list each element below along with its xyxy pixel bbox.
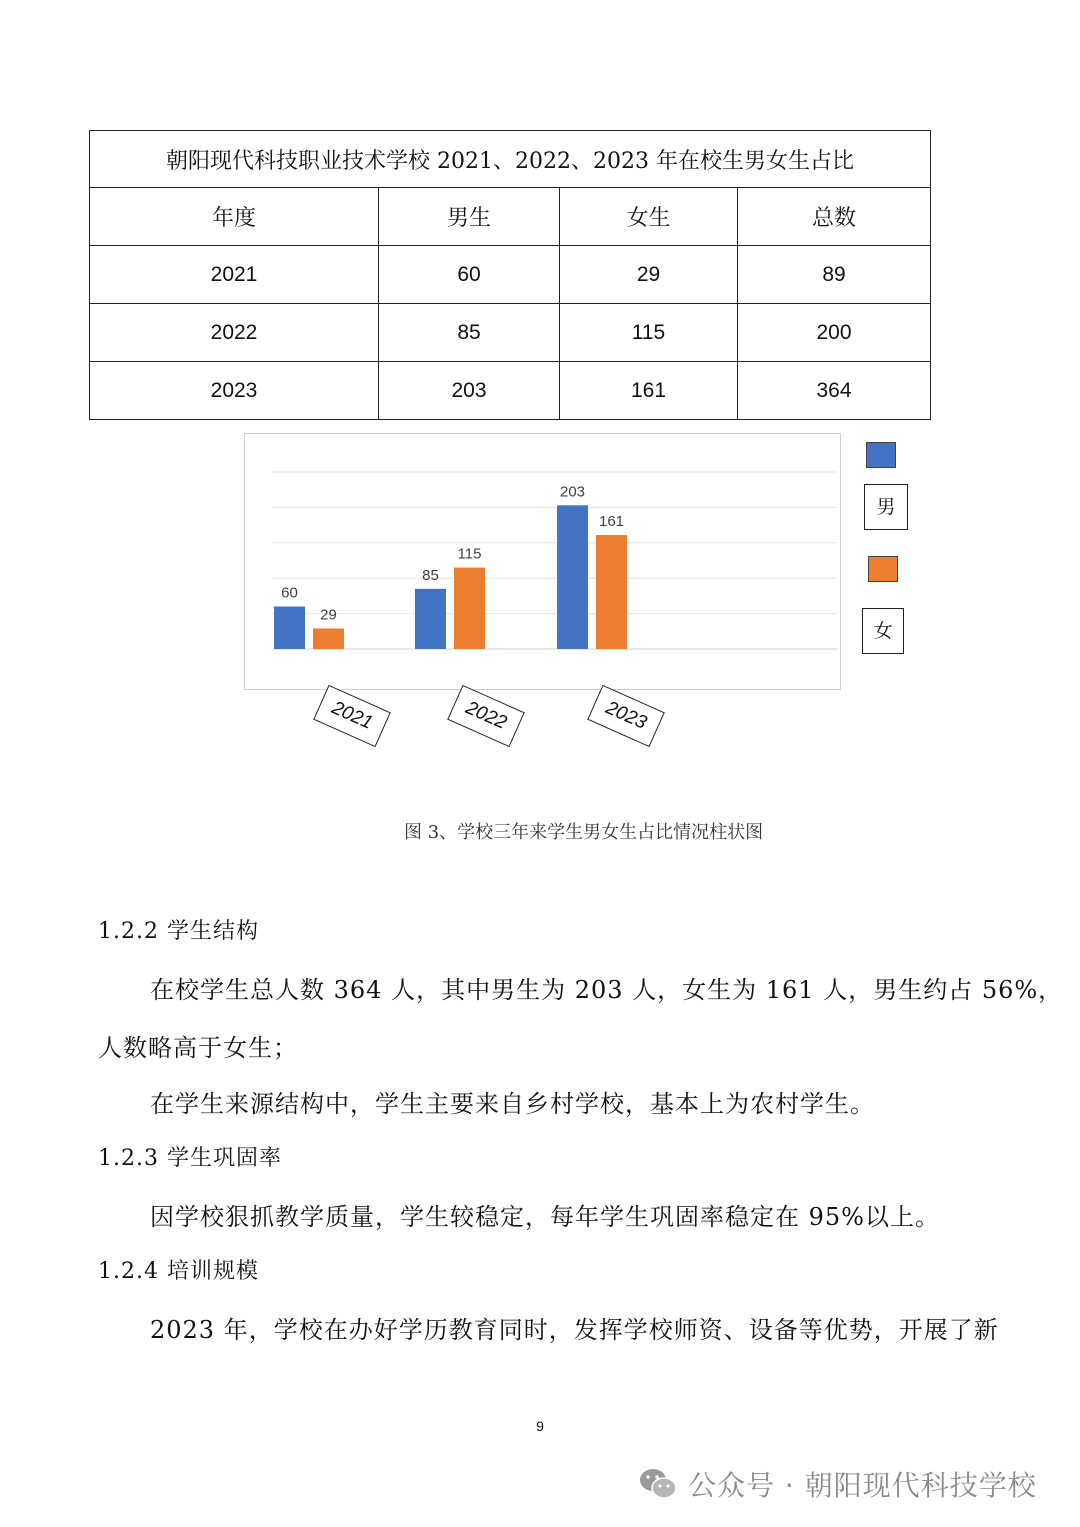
page-number: 9 xyxy=(536,1418,544,1434)
year-tag-2021: 2021 xyxy=(313,685,391,747)
paragraph-structure-line1: 在校学生总人数 364 人，其中男生为 203 人，女生为 161 人，男生约占 56%， xyxy=(150,976,1064,1004)
header-male: 男生 xyxy=(379,188,560,246)
bar-2023-female xyxy=(596,535,627,649)
bar-2021-male xyxy=(274,607,305,649)
cell: 29 xyxy=(560,246,738,304)
cell: 85 xyxy=(379,304,560,362)
header-year: 年度 xyxy=(90,188,379,246)
paragraph-training: 2023 年，学校在办好学历教育同时，发挥学校师资、设备等优势，开展了新 xyxy=(150,1316,999,1344)
cell: 115 xyxy=(560,304,738,362)
data-label: 60 xyxy=(281,584,298,602)
data-label: 161 xyxy=(598,513,625,531)
paragraph-source: 在学生来源结构中，学生主要来自乡村学校，基本上为农村学生。 xyxy=(150,1090,875,1118)
table-row xyxy=(90,362,931,420)
bar-chart xyxy=(244,433,841,690)
cell: 2023 xyxy=(90,362,379,420)
cell: 161 xyxy=(560,362,738,420)
year-tag-2023: 2023 xyxy=(587,685,665,747)
table-row xyxy=(90,246,931,304)
watermark xyxy=(638,1462,1037,1506)
legend-swatch-female xyxy=(868,556,898,582)
cell: 2021 xyxy=(90,246,379,304)
figure-caption: 图 3、学校三年来学生男女生占比情况柱状图 xyxy=(404,822,764,843)
section-heading-retention: 1.2.3 学生巩固率 xyxy=(98,1146,282,1171)
data-label: 29 xyxy=(320,606,337,624)
paragraph-retention: 因学校狠抓教学质量，学生较稳定，每年学生巩固率稳定在 95%以上。 xyxy=(150,1203,940,1231)
section-heading-structure: 1.2.2 学生结构 xyxy=(98,919,259,944)
cell: 200 xyxy=(738,304,931,362)
cell: 2022 xyxy=(90,304,379,362)
bar-2023-male xyxy=(557,505,588,649)
cell: 364 xyxy=(738,362,931,420)
legend-label-male: 男 xyxy=(864,484,908,530)
table-row xyxy=(90,304,931,362)
bar-2022-male xyxy=(415,589,446,649)
watermark-text: 公众号 · 朝阳现代科技学校 xyxy=(688,1469,1037,1502)
cell: 89 xyxy=(738,246,931,304)
data-label: 115 xyxy=(457,545,482,563)
paragraph-structure-line2: 人数略高于女生； xyxy=(98,1034,298,1062)
cell: 203 xyxy=(379,362,560,420)
data-label: 203 xyxy=(559,483,586,501)
enrollment-table xyxy=(89,130,931,420)
table-caption: 朝阳现代科技职业技术学校 2021、2022、2023 年在校生男女生占比 xyxy=(90,131,931,188)
data-label: 85 xyxy=(422,566,439,584)
bar-2021-female xyxy=(313,628,344,649)
section-heading-training: 1.2.4 培训规模 xyxy=(98,1259,259,1284)
legend-swatch-male xyxy=(866,442,896,468)
cell: 60 xyxy=(379,246,560,304)
bar-2022-female xyxy=(454,568,485,649)
chart-svg xyxy=(245,434,840,689)
legend-label-female: 女 xyxy=(862,608,904,654)
year-tag-2022: 2022 xyxy=(447,685,525,747)
header-total: 总数 xyxy=(738,188,931,246)
wechat-icon xyxy=(638,1466,678,1502)
header-female: 女生 xyxy=(560,188,738,246)
